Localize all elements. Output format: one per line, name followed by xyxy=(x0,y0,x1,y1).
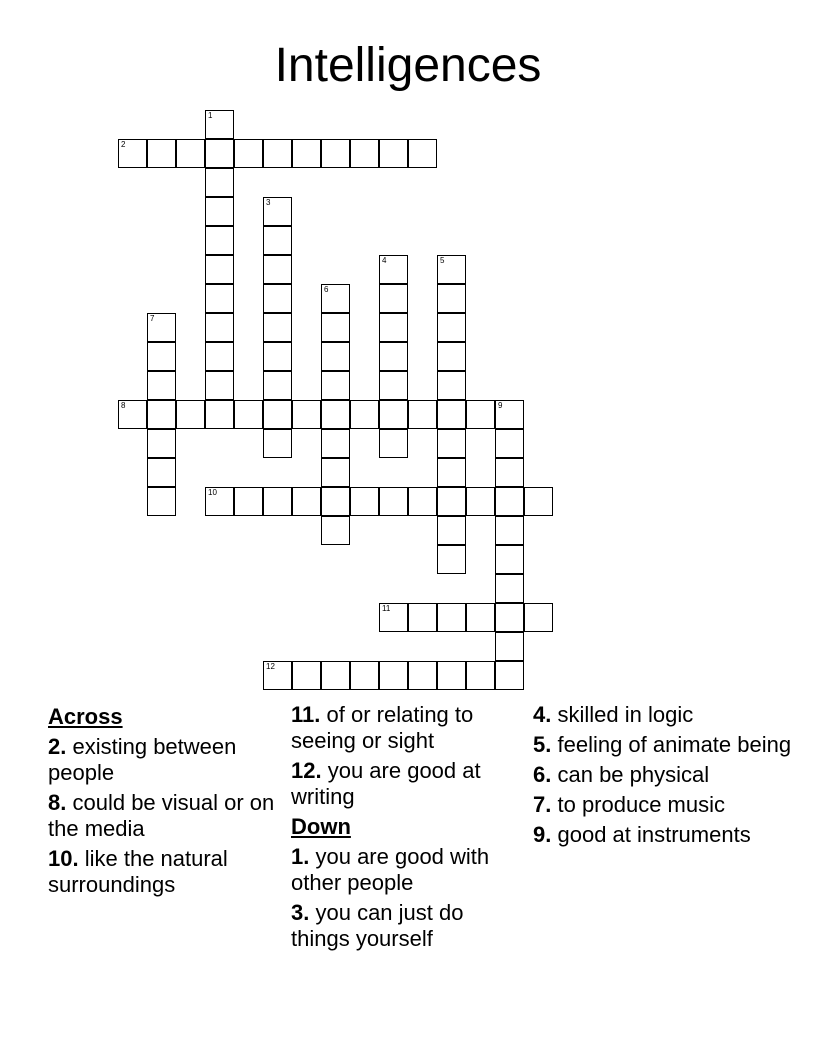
grid-cell[interactable] xyxy=(321,487,350,516)
grid-cell[interactable] xyxy=(118,400,147,429)
grid-cell[interactable] xyxy=(263,197,292,226)
grid-cell[interactable] xyxy=(495,603,524,632)
clue-down-6: 6. can be physical xyxy=(533,762,710,787)
clue-across-11: 11. of or relating to seeing or sight xyxy=(291,702,474,753)
grid-cell[interactable] xyxy=(205,197,234,226)
grid-cell[interactable] xyxy=(205,400,234,429)
grid-cell[interactable] xyxy=(118,139,147,168)
grid-cell[interactable] xyxy=(379,284,408,313)
clues-column-1 xyxy=(48,702,278,902)
grid-cell[interactable] xyxy=(437,255,466,284)
grid-cell[interactable] xyxy=(321,661,350,690)
grid-cell[interactable] xyxy=(263,487,292,516)
grid-cell[interactable] xyxy=(379,342,408,371)
clue-across-2: 2. existing between people xyxy=(48,734,237,785)
grid-cell[interactable] xyxy=(495,574,524,603)
grid-cell[interactable] xyxy=(205,342,234,371)
grid-cell[interactable] xyxy=(292,661,321,690)
clue-down-4: 4. skilled in logic xyxy=(533,702,694,727)
clue-across-12: 12. you are good at writing xyxy=(291,758,481,809)
grid-cell[interactable] xyxy=(495,661,524,690)
clue-number: 1 xyxy=(208,111,213,120)
grid-cell[interactable] xyxy=(321,284,350,313)
grid-cell[interactable] xyxy=(437,342,466,371)
grid-cell[interactable] xyxy=(263,342,292,371)
grid-cell[interactable] xyxy=(379,429,408,458)
grid-cell[interactable] xyxy=(437,313,466,342)
grid-cell[interactable] xyxy=(205,168,234,197)
grid-cell[interactable] xyxy=(379,139,408,168)
grid-cell[interactable] xyxy=(263,661,292,690)
grid-cell[interactable] xyxy=(263,226,292,255)
clue-number: 6 xyxy=(324,285,329,294)
grid-cell[interactable] xyxy=(205,226,234,255)
clue-number: 4 xyxy=(382,256,387,265)
grid-cell[interactable] xyxy=(495,516,524,545)
grid-cell[interactable] xyxy=(263,255,292,284)
grid-cell[interactable] xyxy=(495,458,524,487)
clues-column-2 xyxy=(291,702,521,956)
grid-cell[interactable] xyxy=(205,371,234,400)
clue-down-5: 5. feeling of animate being xyxy=(533,732,792,757)
clue-down-7: 7. to produce music xyxy=(533,792,726,817)
grid-cell[interactable] xyxy=(408,487,437,516)
grid-cell[interactable] xyxy=(147,139,176,168)
grid-cell[interactable] xyxy=(147,487,176,516)
grid-cell[interactable] xyxy=(321,400,350,429)
grid-cell[interactable] xyxy=(437,545,466,574)
grid-cell[interactable] xyxy=(495,400,524,429)
grid-cell[interactable] xyxy=(495,545,524,574)
grid-cell[interactable] xyxy=(466,487,495,516)
grid-cell[interactable] xyxy=(205,139,234,168)
grid-cell[interactable] xyxy=(205,110,234,139)
grid-cell[interactable] xyxy=(350,487,379,516)
grid-cell[interactable] xyxy=(321,429,350,458)
grid-cell[interactable] xyxy=(408,603,437,632)
grid-cell[interactable] xyxy=(147,400,176,429)
grid-cell[interactable] xyxy=(379,603,408,632)
grid-cell[interactable] xyxy=(379,487,408,516)
clue-down-1: 1. you are good with other people xyxy=(291,844,490,895)
grid-cell[interactable] xyxy=(379,400,408,429)
grid-cell[interactable] xyxy=(379,371,408,400)
grid-cell[interactable] xyxy=(495,632,524,661)
grid-cell[interactable] xyxy=(321,313,350,342)
grid-cell[interactable] xyxy=(437,487,466,516)
grid-cell[interactable] xyxy=(321,371,350,400)
grid-cell[interactable] xyxy=(292,139,321,168)
grid-cell[interactable] xyxy=(147,313,176,342)
grid-cell[interactable] xyxy=(379,313,408,342)
grid-cell[interactable] xyxy=(495,429,524,458)
grid-cell[interactable] xyxy=(437,603,466,632)
grid-cell[interactable] xyxy=(147,342,176,371)
clue-number: 11 xyxy=(382,604,391,613)
grid-cell[interactable] xyxy=(263,429,292,458)
clue-number: 12 xyxy=(266,662,275,671)
grid-cell[interactable] xyxy=(408,661,437,690)
clue-number: 9 xyxy=(498,401,503,410)
grid-cell[interactable] xyxy=(437,458,466,487)
grid-cell[interactable] xyxy=(524,487,553,516)
grid-cell[interactable] xyxy=(321,342,350,371)
grid-cell[interactable] xyxy=(321,139,350,168)
grid-cell[interactable] xyxy=(234,400,263,429)
puzzle-title: Intelligences xyxy=(274,39,542,92)
grid-cell[interactable] xyxy=(350,661,379,690)
grid-cell[interactable] xyxy=(437,284,466,313)
grid-cell[interactable] xyxy=(350,400,379,429)
grid-cell[interactable] xyxy=(437,371,466,400)
grid-cell[interactable] xyxy=(321,516,350,545)
grid-cell[interactable] xyxy=(205,255,234,284)
grid-cell[interactable] xyxy=(466,400,495,429)
grid-cell[interactable] xyxy=(176,400,205,429)
grid-cell[interactable] xyxy=(292,400,321,429)
down-heading: Down xyxy=(291,814,351,839)
grid-cell[interactable] xyxy=(408,139,437,168)
grid-cell[interactable] xyxy=(234,487,263,516)
grid-cell[interactable] xyxy=(205,284,234,313)
grid-cell[interactable] xyxy=(205,313,234,342)
clue-down-9: 9. good at instruments xyxy=(533,822,751,847)
clue-number: 7 xyxy=(150,314,155,323)
clue-number: 10 xyxy=(208,488,217,497)
grid-cell[interactable] xyxy=(437,400,466,429)
clue-across-10: 10. like the natural surroundings xyxy=(48,846,228,897)
clue-number: 8 xyxy=(121,401,126,410)
grid-cell[interactable] xyxy=(408,400,437,429)
grid-cell[interactable] xyxy=(321,458,350,487)
grid-cell[interactable] xyxy=(263,284,292,313)
grid-cell[interactable] xyxy=(466,603,495,632)
grid-cell[interactable] xyxy=(263,371,292,400)
clue-number: 5 xyxy=(440,256,445,265)
grid-cell[interactable] xyxy=(379,661,408,690)
grid-cell[interactable] xyxy=(205,487,234,516)
grid-cell[interactable] xyxy=(176,139,205,168)
clue-down-3: 3. you can just do things yourself xyxy=(291,900,464,951)
grid-cell[interactable] xyxy=(263,313,292,342)
grid-cell[interactable] xyxy=(495,487,524,516)
grid-cell[interactable] xyxy=(292,487,321,516)
grid-cell[interactable] xyxy=(350,139,379,168)
grid-cell[interactable] xyxy=(524,603,553,632)
clue-number: 3 xyxy=(266,198,271,207)
grid-cell[interactable] xyxy=(147,429,176,458)
grid-cell[interactable] xyxy=(437,516,466,545)
grid-cell[interactable] xyxy=(437,429,466,458)
grid-cell[interactable] xyxy=(263,400,292,429)
grid-cell[interactable] xyxy=(263,139,292,168)
clue-number: 2 xyxy=(121,140,126,149)
grid-cell[interactable] xyxy=(437,661,466,690)
grid-cell[interactable] xyxy=(147,371,176,400)
grid-cell[interactable] xyxy=(466,661,495,690)
across-heading: Across xyxy=(48,704,123,729)
clues-column-3 xyxy=(533,702,793,852)
grid-cell[interactable] xyxy=(234,139,263,168)
grid-cell[interactable] xyxy=(147,458,176,487)
grid-cell[interactable] xyxy=(379,255,408,284)
clue-across-8: 8. could be visual or on the media xyxy=(48,790,275,841)
